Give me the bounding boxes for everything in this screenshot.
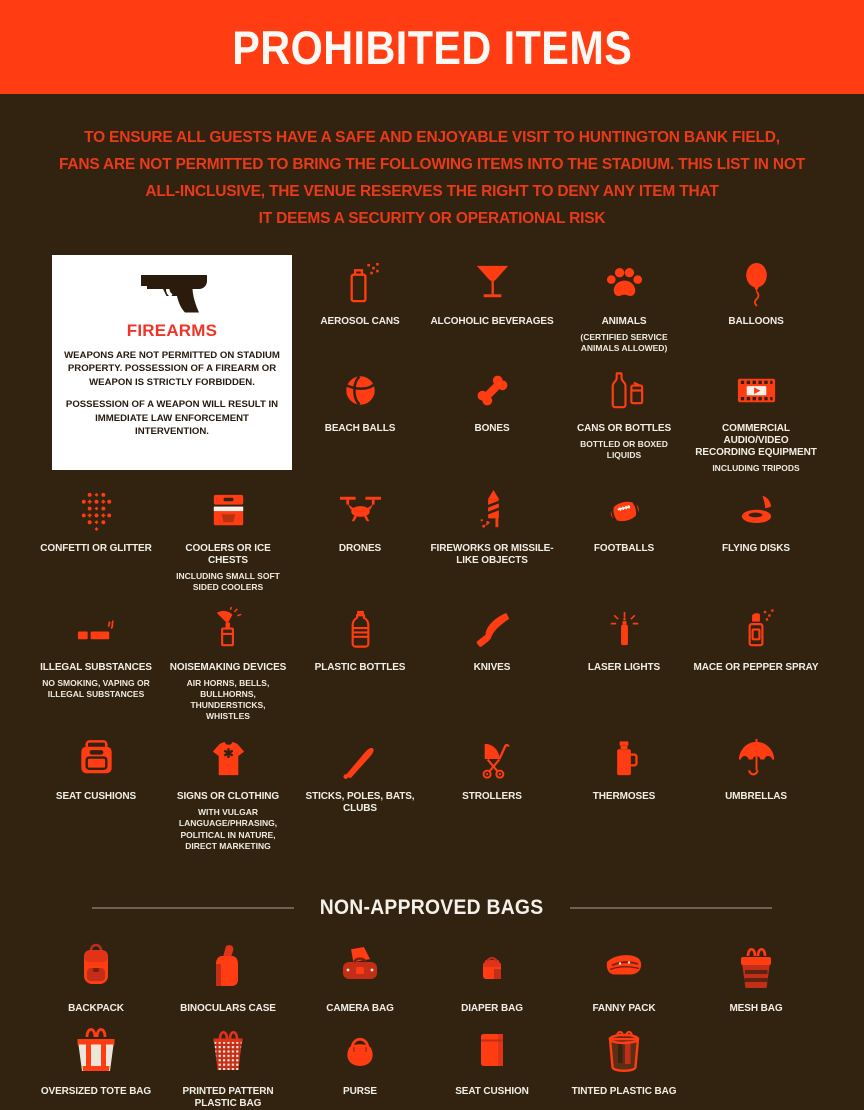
diaper-bag-icon <box>464 938 520 996</box>
thermoses-icon <box>601 730 648 782</box>
drones-icon <box>337 482 384 534</box>
av-recording-equipment-icon <box>733 362 780 414</box>
page-title: PROHIBITED ITEMS <box>232 20 632 74</box>
item-signs-or-clothing <box>162 730 294 851</box>
divider-line-left <box>92 907 294 909</box>
item-beach-balls <box>294 362 426 474</box>
item-cans-or-bottles <box>558 362 690 474</box>
item-laser-lights <box>558 601 690 722</box>
oversized-tote-bag-icon <box>68 1021 124 1079</box>
item-label: PRINTED PATTERN PLASTIC BAG <box>182 1085 274 1109</box>
mace-or-pepper-spray-icon <box>733 601 780 653</box>
item-sublabel: INCLUDING SMALL SOFT SIDED COOLERS <box>176 571 280 593</box>
noisemaking-devices-icon <box>205 601 252 653</box>
item-plastic-bottles <box>294 601 426 722</box>
item-label: ILLEGAL SUBSTANCES <box>40 662 152 674</box>
item-label: STROLLERS <box>462 791 522 803</box>
item-label: ALCOHOLIC BEVERAGES <box>430 316 554 327</box>
seat-cushions-icon <box>73 730 120 782</box>
bag-diaper-bag <box>426 938 558 1015</box>
bags-grid <box>30 938 822 1110</box>
fireworks-icon <box>469 482 516 534</box>
item-label: UMBRELLAS <box>725 791 787 803</box>
balloons-icon <box>733 255 780 307</box>
intro-line: ALL-INCLUSIVE, THE VENUE RESERVES THE RIGHT TO DENY ANY ITEM THAT <box>145 183 719 200</box>
item-label: PLASTIC BOTTLES <box>314 662 406 674</box>
item-noisemaking-devices <box>162 601 294 722</box>
mesh-bag-icon <box>728 938 784 996</box>
item-sublabel: BOTTLED OR BOXED LIQUIDS <box>580 439 668 461</box>
item-sublabel: NO SMOKING, VAPING OR ILLEGAL SUBSTANCES <box>42 678 150 700</box>
item-label: FLYING DISKS <box>722 543 790 555</box>
bag-purse <box>294 1021 426 1110</box>
camera-bag-icon <box>332 938 388 996</box>
coolers-or-ice-chests-icon <box>205 482 252 534</box>
bag-camera-bag <box>294 938 426 1015</box>
item-coolers-or-ice-chests <box>162 482 294 593</box>
bag-printed-pattern-plastic-bag <box>162 1021 294 1110</box>
umbrellas-icon <box>733 730 780 782</box>
laser-lights-icon <box>601 601 648 653</box>
item-label: COMMERCIAL AUDIO/VIDEO RECORDING EQUIPMENT <box>695 423 817 459</box>
firearms-paragraph-2: POSSESSION OF A WEAPON WILL RESULT IN IMMEDIATE LAW ENFORCEMENT INTERVENTION. <box>65 399 279 438</box>
item-label: MESH BAG <box>729 1002 783 1014</box>
divider-line-right <box>570 907 772 909</box>
tinted-plastic-bag-icon <box>596 1021 652 1079</box>
cans-or-bottles-icon <box>601 362 648 414</box>
pistol-icon <box>133 271 211 315</box>
item-thermoses <box>558 730 690 851</box>
item-label: BINOCULARS CASE <box>180 1002 276 1014</box>
item-strollers <box>426 730 558 851</box>
item-label: NOISEMAKING DEVICES <box>169 662 287 674</box>
plastic-bottles-icon <box>337 601 384 653</box>
item-fireworks <box>426 482 558 593</box>
item-mace-or-pepper-spray <box>690 601 822 722</box>
strollers-icon <box>469 730 516 782</box>
illegal-substances-icon <box>73 601 120 653</box>
item-label: SEAT CUSHION <box>455 1085 529 1097</box>
item-illegal-substances <box>30 601 162 722</box>
knives-icon <box>469 601 516 653</box>
item-label: FANNY PACK <box>592 1002 656 1014</box>
intro-line: FANS ARE NOT PERMITTED TO BRING THE FOLLOWING ITEMS INTO THE STADIUM. THIS LIST IN NOT <box>58 156 806 173</box>
item-sublabel: INCLUDING TRIPODS <box>712 463 800 474</box>
item-label: PURSE <box>343 1085 377 1097</box>
aerosol-cans-icon <box>337 255 384 307</box>
item-alcoholic-beverages <box>426 255 558 354</box>
item-label: BEACH BALLS <box>324 423 396 435</box>
item-label: ANIMALS <box>601 316 647 327</box>
bag-tinted-plastic-bag <box>558 1021 690 1110</box>
printed-pattern-plastic-bag-icon <box>200 1021 256 1079</box>
binoculars-case-icon <box>200 938 256 996</box>
alcoholic-beverages-icon <box>469 255 516 307</box>
footballs-icon <box>601 482 648 534</box>
item-label: KNIVES <box>473 662 511 674</box>
item-label: THERMOSES <box>592 791 656 803</box>
item-drones <box>294 482 426 593</box>
item-label: CANS OR BOTTLES <box>576 423 672 435</box>
item-balloons <box>690 255 822 354</box>
item-label: AEROSOL CANS <box>320 316 400 327</box>
bags-section-divider <box>92 896 772 920</box>
bones-icon <box>469 362 516 414</box>
bags-section-title: NON-APPROVED BAGS <box>320 895 544 919</box>
animals-icon <box>601 255 648 307</box>
item-umbrellas <box>690 730 822 851</box>
item-label: LASER LIGHTS <box>587 662 661 674</box>
bag-oversized-tote-bag <box>30 1021 162 1110</box>
item-footballs <box>558 482 690 593</box>
item-label: CAMERA BAG <box>326 1002 394 1014</box>
bag-backpack <box>30 938 162 1015</box>
item-knives <box>426 601 558 722</box>
beach-balls-icon <box>337 362 384 414</box>
item-aerosol-cans <box>294 255 426 354</box>
purse-icon <box>332 1021 388 1079</box>
item-bones <box>426 362 558 474</box>
seat-cushion-icon <box>464 1021 520 1079</box>
item-sublabel: (CERTIFIED SERVICE ANIMALS ALLOWED) <box>580 332 668 354</box>
item-confetti-or-glitter <box>30 482 162 593</box>
bag-seat-cushion <box>426 1021 558 1110</box>
item-label: BALLOONS <box>728 316 784 327</box>
item-label: FIREWORKS OR MISSILE-LIKE OBJECTS <box>430 543 554 567</box>
item-label: BONES <box>474 423 510 435</box>
item-animals <box>558 255 690 354</box>
header-banner <box>0 0 864 94</box>
intro-line: IT DEEMS A SECURITY OR OPERATIONAL RISK <box>258 210 606 227</box>
item-label: STICKS, POLES, BATS, CLUBS <box>305 791 415 815</box>
item-seat-cushions <box>30 730 162 851</box>
flying-disks-icon <box>733 482 780 534</box>
item-av-recording-equipment <box>690 362 822 474</box>
sticks-poles-bats-clubs-icon <box>337 730 384 782</box>
item-label: SIGNS OR CLOTHING <box>176 791 280 803</box>
backpack-icon <box>68 938 124 996</box>
intro-text <box>0 124 864 232</box>
item-label: FOOTBALLS <box>593 543 655 555</box>
item-label: MACE OR PEPPER SPRAY <box>693 662 819 674</box>
intro-line: TO ENSURE ALL GUESTS HAVE A SAFE AND ENJOYABLE VISIT TO HUNTINGTON BANK FIELD, <box>84 129 780 146</box>
firearms-card <box>52 255 292 470</box>
item-label: BACKPACK <box>68 1002 124 1014</box>
bag-binoculars-case <box>162 938 294 1015</box>
bag-mesh-bag <box>690 938 822 1015</box>
firearms-paragraph-1: WEAPONS ARE NOT PERMITTED ON STADIUM PROPERTY. POSSESSION OF A FIREARM OR WEAPON IS STRICTLY FORBIDDEN. <box>64 350 280 388</box>
item-flying-disks <box>690 482 822 593</box>
item-label: TINTED PLASTIC BAG <box>571 1085 677 1097</box>
item-label: SEAT CUSHIONS <box>55 791 137 803</box>
item-label: CONFETTI OR GLITTER <box>40 543 152 555</box>
signs-or-clothing-icon <box>205 730 252 782</box>
item-label: DRONES <box>338 543 382 555</box>
firearms-title: FIREARMS <box>126 321 218 340</box>
item-sublabel: WITH VULGAR LANGUAGE/PHRASING, POLITICAL IN NATURE, DIRECT MARKETING <box>178 807 278 851</box>
confetti-or-glitter-icon <box>73 482 120 534</box>
fanny-pack-icon <box>596 938 652 996</box>
bag-fanny-pack <box>558 938 690 1015</box>
item-label: OVERSIZED TOTE BAG <box>40 1085 152 1097</box>
item-label: COOLERS OR ICE CHESTS <box>185 543 271 567</box>
item-sticks-poles-bats-clubs <box>294 730 426 851</box>
item-label: DIAPER BAG <box>461 1002 523 1014</box>
item-sublabel: AIR HORNS, BELLS, BULLHORNS, THUNDERSTICKS, WHISTLES <box>186 678 270 722</box>
prohibited-items-grid <box>30 255 822 852</box>
